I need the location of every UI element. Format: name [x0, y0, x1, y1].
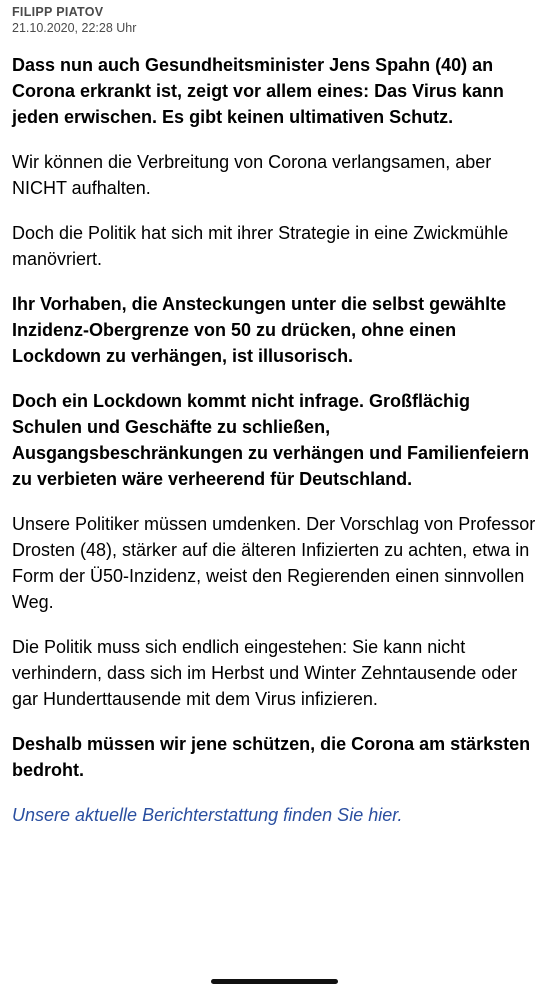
- paragraph-1: Dass nun auch Gesundheitsminister Jens Spahn (40) an Corona erkrankt ist, zeigt vor allem eines: Das Virus kann jeden erwischen. Es gibt keinen ultimativen Schutz.: [12, 55, 504, 127]
- home-indicator[interactable]: [211, 979, 338, 984]
- author-name[interactable]: FILIPP PIATOV: [12, 5, 104, 19]
- coverage-link[interactable]: Unsere aktuelle Berichterstattung finden Sie hier.: [12, 805, 403, 825]
- paragraph-2: Wir können die Verbreitung von Corona verlangsamen, aber NICHT aufhalten.: [12, 152, 492, 198]
- paragraph-7: Die Politik muss sich endlich eingestehen: Sie kann nicht verhindern, dass sich im Herbst und Winter Zehntausende oder gar Hunderttausende mit dem Virus infizieren.: [12, 637, 518, 709]
- paragraph-3: Doch die Politik hat sich mit ihrer Strategie in eine Zwickmühle manövriert.: [12, 223, 509, 269]
- paragraph-6: Unsere Politiker müssen umdenken. Der Vorschlag von Professor Drosten (48), stärker auf die älteren Infizierten zu achten, etwa in Form der Ü50-Inzidenz, weist den Regierenden einen sinnvollen Weg.: [12, 514, 536, 612]
- paragraph-5: Doch ein Lockdown kommt nicht infrage. Großflächig Schulen und Geschäfte zu schließen, Ausgangsbeschränkungen zu verhängen und Familienfeiern zu verbieten wäre verheerend für Deutschland.: [12, 391, 530, 489]
- article: [12, 0, 540, 828]
- paragraph-4: Ihr Vorhaben, die Ansteckungen unter die selbst gewählte Inzidenz-Obergrenze von 50 zu drücken, ohne einen Lockdown zu verhängen, ist illusorisch.: [12, 294, 507, 366]
- publish-date: 21.10.2020, 22:28 Uhr: [12, 21, 137, 35]
- paragraph-8: Deshalb müssen wir jene schützen, die Corona am stärksten bedroht.: [12, 734, 531, 780]
